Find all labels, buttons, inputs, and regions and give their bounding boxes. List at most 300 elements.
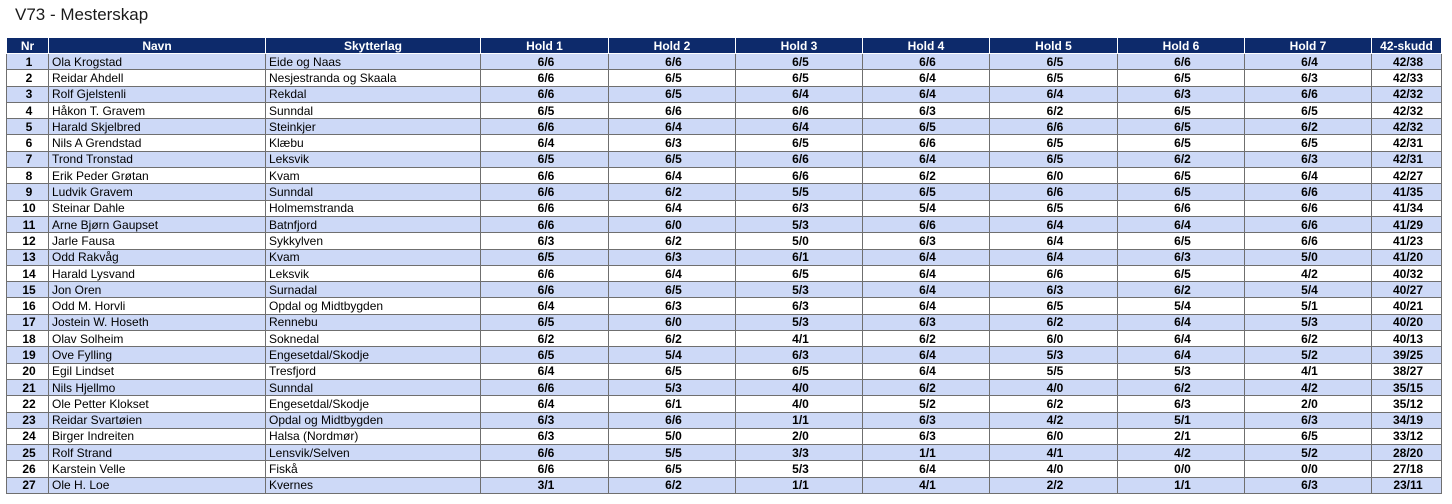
cell-hold-4: 6/3 [863,233,990,249]
results-table [6,37,1442,494]
cell-hold-7: 5/2 [1245,347,1372,363]
cell-skytterlag: Sunndal [266,184,481,200]
cell-hold-6: 6/2 [1118,282,1245,298]
cell-navn: Karstein Velle [49,461,266,477]
cell-42-skudd: 41/35 [1372,184,1442,200]
table-row [7,135,1442,151]
cell-hold-1: 6/6 [481,184,609,200]
cell-navn: Reidar Svartøien [49,412,266,428]
cell-hold-5: 6/4 [990,216,1118,232]
cell-hold-1: 6/6 [481,445,609,461]
cell-hold-5: 6/3 [990,282,1118,298]
cell-skytterlag: Holmemstranda [266,200,481,216]
cell-hold-7: 4/2 [1245,265,1372,281]
cell-hold-5: 6/5 [990,135,1118,151]
page-title: V73 - Mesterskap [15,5,149,24]
cell-navn: Rolf Strand [49,445,266,461]
cell-42-skudd: 41/23 [1372,233,1442,249]
cell-nr: 8 [7,168,49,184]
cell-hold-2: 6/1 [609,396,736,412]
cell-hold-6: 6/4 [1118,314,1245,330]
cell-hold-7: 6/3 [1245,151,1372,167]
column-header-hold-2[interactable]: Hold 2 [609,38,736,54]
table-row [7,216,1442,232]
cell-hold-3: 5/0 [736,233,863,249]
cell-42-skudd: 34/19 [1372,412,1442,428]
table-row [7,445,1442,461]
cell-nr: 18 [7,331,49,347]
cell-hold-1: 6/6 [481,168,609,184]
cell-hold-7: 6/3 [1245,70,1372,86]
cell-hold-6: 6/5 [1118,233,1245,249]
column-header-hold-6[interactable]: Hold 6 [1118,38,1245,54]
cell-hold-6: 5/3 [1118,363,1245,379]
cell-hold-6: 6/3 [1118,396,1245,412]
cell-hold-2: 6/4 [609,200,736,216]
cell-skytterlag: Surnadal [266,282,481,298]
cell-nr: 15 [7,282,49,298]
cell-hold-1: 6/6 [481,200,609,216]
cell-hold-1: 6/3 [481,428,609,444]
cell-hold-6: 6/5 [1118,168,1245,184]
cell-navn: Arne Bjørn Gaupset [49,216,266,232]
cell-hold-6: 6/4 [1118,216,1245,232]
cell-hold-4: 6/4 [863,282,990,298]
cell-hold-4: 6/4 [863,461,990,477]
cell-skytterlag: Fiskå [266,461,481,477]
cell-hold-2: 6/2 [609,184,736,200]
cell-navn: Steinar Dahle [49,200,266,216]
cell-hold-2: 6/4 [609,168,736,184]
table-row [7,249,1442,265]
cell-nr: 19 [7,347,49,363]
cell-42-skudd: 40/32 [1372,265,1442,281]
cell-navn: Odd M. Horvli [49,298,266,314]
cell-hold-1: 6/6 [481,86,609,102]
cell-navn: Ove Fylling [49,347,266,363]
table-row [7,347,1442,363]
cell-navn: Harald Lysvand [49,265,266,281]
cell-skytterlag: Kvernes [266,477,481,493]
cell-navn: Olav Solheim [49,331,266,347]
table-row [7,102,1442,118]
cell-hold-6: 6/4 [1118,331,1245,347]
cell-hold-1: 6/5 [481,102,609,118]
cell-nr: 6 [7,135,49,151]
cell-hold-7: 5/1 [1245,298,1372,314]
cell-nr: 1 [7,54,49,70]
cell-nr: 16 [7,298,49,314]
cell-hold-5: 4/0 [990,379,1118,395]
cell-hold-7: 5/3 [1245,314,1372,330]
cell-nr: 9 [7,184,49,200]
cell-nr: 11 [7,216,49,232]
table-row [7,477,1442,493]
cell-hold-3: 6/6 [736,168,863,184]
cell-hold-3: 2/0 [736,428,863,444]
cell-hold-4: 6/6 [863,135,990,151]
cell-hold-2: 6/6 [609,102,736,118]
cell-skytterlag: Steinkjer [266,119,481,135]
column-header-hold-4[interactable]: Hold 4 [863,38,990,54]
cell-navn: Reidar Ahdell [49,70,266,86]
cell-hold-5: 6/5 [990,298,1118,314]
cell-42-skudd: 35/15 [1372,379,1442,395]
cell-hold-1: 6/5 [481,347,609,363]
cell-hold-6: 6/5 [1118,265,1245,281]
cell-hold-6: 6/2 [1118,151,1245,167]
cell-skytterlag: Tresfjord [266,363,481,379]
cell-navn: Ole Petter Klokset [49,396,266,412]
cell-hold-4: 6/5 [863,119,990,135]
cell-hold-4: 6/2 [863,379,990,395]
cell-42-skudd: 28/20 [1372,445,1442,461]
cell-nr: 21 [7,379,49,395]
column-header-skytterlag[interactable]: Skytterlag [266,38,481,54]
cell-hold-5: 4/2 [990,412,1118,428]
cell-hold-2: 6/6 [609,412,736,428]
cell-42-skudd: 40/13 [1372,331,1442,347]
cell-hold-4: 4/1 [863,477,990,493]
cell-hold-6: 6/2 [1118,379,1245,395]
table-row [7,168,1442,184]
cell-nr: 23 [7,412,49,428]
cell-hold-5: 5/3 [990,347,1118,363]
cell-hold-6: 5/4 [1118,298,1245,314]
cell-navn: Jostein W. Hoseth [49,314,266,330]
cell-42-skudd: 42/27 [1372,168,1442,184]
cell-hold-1: 6/4 [481,363,609,379]
cell-nr: 10 [7,200,49,216]
table-row [7,86,1442,102]
cell-hold-7: 5/0 [1245,249,1372,265]
cell-hold-5: 6/4 [990,86,1118,102]
cell-hold-2: 6/5 [609,282,736,298]
cell-hold-3: 6/6 [736,102,863,118]
cell-hold-7: 6/5 [1245,102,1372,118]
cell-hold-1: 3/1 [481,477,609,493]
cell-hold-7: 5/2 [1245,445,1372,461]
cell-hold-2: 6/5 [609,70,736,86]
cell-42-skudd: 27/18 [1372,461,1442,477]
table-row [7,314,1442,330]
cell-hold-5: 6/6 [990,184,1118,200]
cell-hold-3: 1/1 [736,477,863,493]
cell-hold-4: 5/4 [863,200,990,216]
cell-hold-3: 5/3 [736,461,863,477]
cell-hold-7: 6/6 [1245,233,1372,249]
table-row [7,298,1442,314]
cell-hold-1: 6/3 [481,412,609,428]
cell-hold-2: 6/2 [609,233,736,249]
cell-hold-3: 6/4 [736,119,863,135]
cell-hold-7: 6/3 [1245,477,1372,493]
cell-skytterlag: Batnfjord [266,216,481,232]
cell-hold-6: 6/5 [1118,70,1245,86]
cell-hold-1: 6/4 [481,396,609,412]
cell-hold-4: 6/6 [863,216,990,232]
cell-hold-6: 6/3 [1118,249,1245,265]
cell-hold-6: 1/1 [1118,477,1245,493]
cell-hold-5: 6/2 [990,314,1118,330]
cell-hold-1: 6/5 [481,314,609,330]
cell-hold-5: 4/1 [990,445,1118,461]
cell-hold-2: 6/3 [609,135,736,151]
cell-hold-2: 5/5 [609,445,736,461]
cell-skytterlag: Eide og Naas [266,54,481,70]
cell-hold-4: 6/5 [863,184,990,200]
table-row [7,363,1442,379]
cell-hold-5: 6/4 [990,249,1118,265]
cell-42-skudd: 33/12 [1372,428,1442,444]
cell-nr: 12 [7,233,49,249]
cell-hold-3: 6/6 [736,151,863,167]
cell-hold-1: 6/6 [481,54,609,70]
cell-42-skudd: 42/32 [1372,86,1442,102]
cell-hold-7: 6/6 [1245,86,1372,102]
cell-hold-1: 6/5 [481,151,609,167]
cell-hold-4: 6/4 [863,298,990,314]
cell-42-skudd: 40/27 [1372,282,1442,298]
table-row [7,331,1442,347]
cell-hold-1: 6/5 [481,249,609,265]
cell-nr: 20 [7,363,49,379]
cell-nr: 13 [7,249,49,265]
column-header-hold-1[interactable]: Hold 1 [481,38,609,54]
cell-hold-3: 6/5 [736,135,863,151]
cell-hold-2: 6/5 [609,151,736,167]
cell-hold-6: 6/5 [1118,119,1245,135]
cell-hold-1: 6/6 [481,265,609,281]
cell-skytterlag: Sunndal [266,379,481,395]
cell-hold-4: 5/2 [863,396,990,412]
cell-skytterlag: Halsa (Nordmør) [266,428,481,444]
cell-hold-7: 6/5 [1245,428,1372,444]
cell-navn: Egil Lindset [49,363,266,379]
cell-hold-6: 4/2 [1118,445,1245,461]
cell-hold-4: 6/4 [863,363,990,379]
cell-hold-1: 6/6 [481,119,609,135]
cell-hold-2: 6/6 [609,54,736,70]
cell-hold-3: 6/1 [736,249,863,265]
cell-42-skudd: 23/11 [1372,477,1442,493]
cell-hold-5: 5/5 [990,363,1118,379]
cell-hold-1: 6/4 [481,298,609,314]
cell-hold-4: 6/4 [863,86,990,102]
cell-hold-3: 6/5 [736,363,863,379]
cell-hold-5: 6/6 [990,119,1118,135]
cell-hold-4: 6/4 [863,70,990,86]
cell-42-skudd: 40/20 [1372,314,1442,330]
cell-navn: Ole H. Loe [49,477,266,493]
cell-skytterlag: Kvam [266,249,481,265]
cell-hold-1: 6/6 [481,461,609,477]
cell-navn: Nils Hjellmo [49,379,266,395]
cell-hold-5: 6/4 [990,233,1118,249]
cell-hold-7: 6/6 [1245,216,1372,232]
cell-hold-5: 6/0 [990,168,1118,184]
cell-navn: Jon Oren [49,282,266,298]
cell-hold-6: 6/3 [1118,86,1245,102]
cell-hold-7: 4/2 [1245,379,1372,395]
cell-hold-2: 5/0 [609,428,736,444]
cell-hold-5: 6/0 [990,331,1118,347]
cell-hold-6: 6/6 [1118,200,1245,216]
cell-hold-5: 6/2 [990,396,1118,412]
cell-hold-5: 6/5 [990,200,1118,216]
cell-hold-2: 5/3 [609,379,736,395]
cell-hold-6: 6/5 [1118,184,1245,200]
cell-hold-4: 6/4 [863,265,990,281]
cell-hold-2: 6/3 [609,249,736,265]
cell-navn: Jarle Fausa [49,233,266,249]
cell-nr: 24 [7,428,49,444]
column-header-hold-7[interactable]: Hold 7 [1245,38,1372,54]
cell-hold-3: 4/0 [736,379,863,395]
cell-hold-1: 6/4 [481,135,609,151]
cell-hold-7: 4/1 [1245,363,1372,379]
cell-hold-7: 6/2 [1245,331,1372,347]
cell-navn: Rolf Gjelstenli [49,86,266,102]
cell-hold-2: 6/5 [609,461,736,477]
cell-hold-3: 4/1 [736,331,863,347]
cell-42-skudd: 42/32 [1372,102,1442,118]
cell-skytterlag: Sunndal [266,102,481,118]
cell-hold-2: 6/5 [609,363,736,379]
cell-hold-3: 3/3 [736,445,863,461]
cell-42-skudd: 42/32 [1372,119,1442,135]
table-row [7,461,1442,477]
cell-nr: 17 [7,314,49,330]
cell-hold-4: 6/4 [863,151,990,167]
cell-42-skudd: 41/34 [1372,200,1442,216]
cell-navn: Nils A Grendstad [49,135,266,151]
cell-hold-5: 6/0 [990,428,1118,444]
cell-hold-6: 6/5 [1118,135,1245,151]
cell-navn: Erik Peder Grøtan [49,168,266,184]
cell-42-skudd: 40/21 [1372,298,1442,314]
cell-hold-3: 6/3 [736,347,863,363]
cell-skytterlag: Klæbu [266,135,481,151]
cell-hold-7: 0/0 [1245,461,1372,477]
cell-hold-4: 6/3 [863,314,990,330]
cell-hold-7: 6/6 [1245,184,1372,200]
cell-hold-6: 2/1 [1118,428,1245,444]
table-row [7,151,1442,167]
cell-navn: Trond Tronstad [49,151,266,167]
cell-nr: 25 [7,445,49,461]
cell-hold-3: 5/3 [736,216,863,232]
cell-nr: 22 [7,396,49,412]
cell-hold-2: 6/4 [609,265,736,281]
cell-skytterlag: Rennebu [266,314,481,330]
cell-skytterlag: Opdal og Midtbygden [266,412,481,428]
cell-navn: Harald Skjelbred [49,119,266,135]
table-row [7,184,1442,200]
cell-hold-3: 6/5 [736,265,863,281]
cell-hold-3: 5/3 [736,282,863,298]
table-body [7,54,1442,494]
table-row [7,379,1442,395]
table-row [7,265,1442,281]
cell-hold-2: 6/5 [609,86,736,102]
column-header-hold-3[interactable]: Hold 3 [736,38,863,54]
cell-navn: Birger Indreiten [49,428,266,444]
cell-42-skudd: 42/31 [1372,151,1442,167]
cell-hold-5: 6/6 [990,265,1118,281]
cell-skytterlag: Sykkylven [266,233,481,249]
column-header-navn[interactable]: Navn [49,38,266,54]
cell-skytterlag: Nesjestranda og Skaala [266,70,481,86]
cell-skytterlag: Leksvik [266,265,481,281]
cell-42-skudd: 42/38 [1372,54,1442,70]
cell-hold-2: 6/0 [609,216,736,232]
column-header-42-skudd[interactable]: 42-skudd [1372,38,1442,54]
cell-skytterlag: Soknedal [266,331,481,347]
cell-hold-1: 6/6 [481,70,609,86]
cell-hold-1: 6/6 [481,282,609,298]
cell-skytterlag: Kvam [266,168,481,184]
header-row [7,38,1442,54]
cell-nr: 27 [7,477,49,493]
cell-hold-4: 6/4 [863,249,990,265]
cell-hold-2: 6/0 [609,314,736,330]
cell-hold-7: 2/0 [1245,396,1372,412]
column-header-hold-5[interactable]: Hold 5 [990,38,1118,54]
cell-hold-2: 5/4 [609,347,736,363]
cell-hold-6: 0/0 [1118,461,1245,477]
cell-hold-5: 2/2 [990,477,1118,493]
cell-hold-3: 6/5 [736,54,863,70]
cell-hold-7: 6/4 [1245,168,1372,184]
cell-hold-4: 6/3 [863,428,990,444]
cell-navn: Ola Krogstad [49,54,266,70]
cell-hold-3: 5/5 [736,184,863,200]
cell-hold-4: 6/3 [863,412,990,428]
cell-skytterlag: Engesetdal/Skodje [266,347,481,363]
cell-hold-3: 6/5 [736,70,863,86]
cell-hold-2: 6/2 [609,331,736,347]
cell-nr: 7 [7,151,49,167]
cell-hold-7: 6/6 [1245,200,1372,216]
cell-hold-2: 6/4 [609,119,736,135]
cell-hold-3: 6/3 [736,200,863,216]
cell-hold-3: 6/4 [736,86,863,102]
table-row [7,200,1442,216]
cell-skytterlag: Lensvik/Selven [266,445,481,461]
cell-nr: 26 [7,461,49,477]
cell-hold-2: 6/3 [609,298,736,314]
column-header-nr[interactable]: Nr [7,38,49,54]
cell-hold-5: 6/2 [990,102,1118,118]
cell-hold-5: 6/5 [990,54,1118,70]
cell-hold-1: 6/2 [481,331,609,347]
cell-42-skudd: 38/27 [1372,363,1442,379]
cell-42-skudd: 42/31 [1372,135,1442,151]
cell-hold-7: 6/5 [1245,135,1372,151]
cell-42-skudd: 39/25 [1372,347,1442,363]
cell-hold-6: 5/1 [1118,412,1245,428]
cell-nr: 3 [7,86,49,102]
cell-hold-1: 6/6 [481,379,609,395]
table-row [7,412,1442,428]
table-row [7,428,1442,444]
cell-hold-3: 4/0 [736,396,863,412]
cell-hold-6: 6/5 [1118,102,1245,118]
cell-skytterlag: Opdal og Midtbygden [266,298,481,314]
cell-hold-6: 6/6 [1118,54,1245,70]
cell-hold-5: 6/5 [990,70,1118,86]
